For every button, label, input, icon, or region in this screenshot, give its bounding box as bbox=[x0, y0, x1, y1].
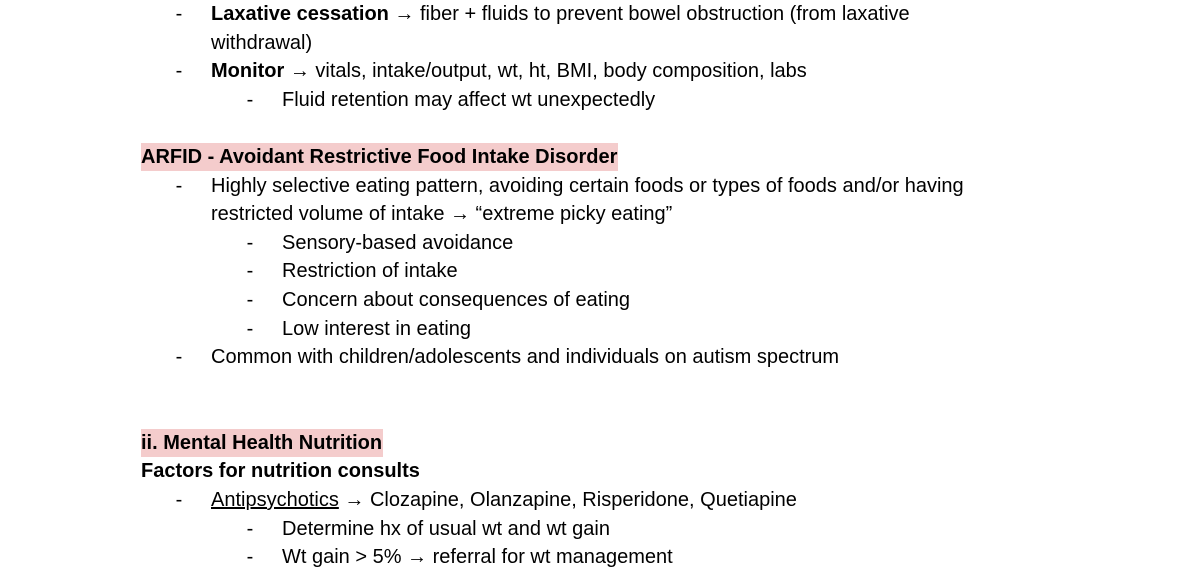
antipsychotics-link[interactable]: Antipsychotics bbox=[211, 489, 339, 511]
bullet-dash: - bbox=[246, 89, 254, 111]
list-item-text: Monitor → vitals, intake/output, wt, ht, BMI, body composition, labs bbox=[211, 60, 807, 82]
bullet-dash: - bbox=[175, 346, 183, 368]
bullet-dash: - bbox=[246, 518, 254, 540]
bullet-dash: - bbox=[175, 175, 183, 197]
bullet-dash: - bbox=[175, 489, 183, 511]
term-monitor: Monitor bbox=[211, 60, 285, 82]
bullet-dash: - bbox=[246, 318, 254, 340]
bullet-dash: - bbox=[246, 260, 254, 282]
list-item-text: Antipsychotics → Clozapine, Olanzapine, Risperidone, Quetiapine bbox=[211, 489, 797, 511]
bullet-dash: - bbox=[175, 3, 183, 25]
bullet-dash: - bbox=[246, 232, 254, 254]
bullet-dash: - bbox=[246, 289, 254, 311]
list-item-text: Laxative cessation → fiber + fluids to prevent bowel obstruction (from laxative bbox=[211, 3, 910, 25]
bullet-dash: - bbox=[246, 546, 254, 568]
term-laxative-cessation: Laxative cessation bbox=[211, 3, 389, 25]
bullet-dash: - bbox=[175, 60, 183, 82]
